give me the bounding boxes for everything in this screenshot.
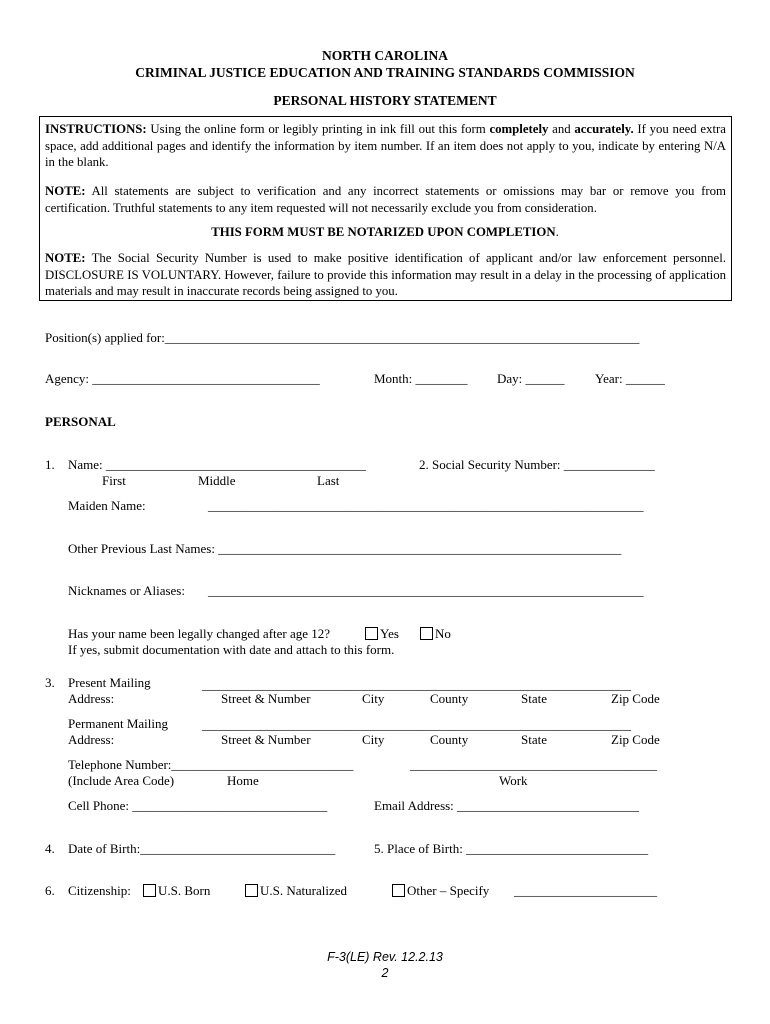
present-address-label-1: Present Mailing xyxy=(68,675,151,690)
yes-label: Yes xyxy=(380,626,399,641)
note2-label: NOTE: xyxy=(45,251,86,265)
present-zip-caption: Zip Code xyxy=(611,691,660,706)
us-born-option[interactable] xyxy=(143,883,210,899)
instructions-bold-accurately: accurately. xyxy=(574,122,634,136)
instructions-text-c: If you need extra space, add additional pages and identify the information by item number. If an item does not apply to you, indicate by entering N/A in the blank. xyxy=(45,122,726,169)
permanent-address-field[interactable]: __________________________________________________________________ xyxy=(202,717,631,732)
q6-number: 6. xyxy=(45,883,55,898)
yes-checkbox[interactable] xyxy=(365,627,378,640)
last-name-caption: Last xyxy=(317,473,340,488)
present-county-caption: County xyxy=(430,691,469,706)
instructions-label: INSTRUCTIONS: xyxy=(45,122,147,136)
q4-number: 4. xyxy=(45,841,55,856)
present-city-caption: City xyxy=(362,691,385,706)
no-checkbox[interactable] xyxy=(420,627,433,640)
telephone-work-field[interactable]: ______________________________________ xyxy=(410,757,657,772)
instructions-bold-completely: completely xyxy=(489,122,549,136)
email-address-field[interactable]: Email Address: ____________________________ xyxy=(374,798,640,813)
telephone-home-field[interactable]: Telephone Number:____________________________ xyxy=(68,757,354,772)
other-previous-names-field[interactable]: Other Previous Last Names: ______________________________________________________________ xyxy=(68,541,622,556)
us-naturalized-option[interactable] xyxy=(245,883,347,899)
name-changed-note: If yes, submit documentation with date and attach to this form. xyxy=(68,642,395,657)
note1-text: All statements are subject to verification and any incorrect statements or omissions may bar or remove you from certification. Truthful statements to any item requested will not necessarily exclude you from consideration. xyxy=(45,184,726,215)
nicknames-label: Nicknames or Aliases: xyxy=(68,583,185,598)
permanent-state-caption: State xyxy=(521,732,547,747)
work-caption: Work xyxy=(499,773,528,788)
other-citizenship-option[interactable] xyxy=(392,883,489,899)
present-address-label-2: Address: xyxy=(68,691,115,706)
home-caption: Home xyxy=(227,773,259,788)
first-name-caption: First xyxy=(102,473,126,488)
permanent-city-caption: City xyxy=(362,732,385,747)
permanent-address-label-1: Permanent Mailing xyxy=(68,716,169,731)
citizenship-label: Citizenship: xyxy=(68,883,131,898)
note-ssn-paragraph xyxy=(45,250,726,300)
instructions-text-a: Using the online form or legibly printing in ink fill out this form xyxy=(146,122,490,136)
nicknames-field[interactable]: ___________________________________________________________________ xyxy=(208,583,644,598)
position-applied-field[interactable]: Position(s) applied for:_________________________________________________________________________ xyxy=(45,330,640,345)
note2-text: The Social Security Number is used to make positive identification of applicant and/or law enforcement personnel. DISCLOSURE IS VOLUNTARY. However, failure to provide this information may result in a delay in the processing of application materials and may result in inaccurate records being assigned to you. xyxy=(45,251,726,298)
us-naturalized-checkbox[interactable] xyxy=(245,884,258,897)
other-citizenship-checkbox[interactable] xyxy=(392,884,405,897)
notarize-bold: THIS FORM MUST BE NOTARIZED UPON COMPLETION xyxy=(211,225,556,239)
name-changed-no-option[interactable] xyxy=(420,626,451,642)
cell-phone-field[interactable]: Cell Phone: ______________________________ xyxy=(68,798,328,813)
q3-number: 3. xyxy=(45,675,55,690)
q1-number: 1. xyxy=(45,457,55,472)
us-born-label: U.S. Born xyxy=(158,883,211,898)
month-field[interactable]: Month: ________ xyxy=(374,371,468,386)
no-label: No xyxy=(435,626,451,641)
date-of-birth-field[interactable]: Date of Birth:______________________________ xyxy=(68,841,336,856)
name-changed-yes-option[interactable] xyxy=(365,626,399,642)
permanent-address-label-2: Address: xyxy=(68,732,115,747)
agency-field[interactable]: Agency: ___________________________________ xyxy=(45,371,320,386)
instructions-text-b: and xyxy=(548,122,575,136)
us-naturalized-label: U.S. Naturalized xyxy=(260,883,348,898)
maiden-name-label: Maiden Name: xyxy=(68,498,146,513)
place-of-birth-field[interactable]: 5. Place of Birth: ____________________________ xyxy=(374,841,649,856)
year-field[interactable]: Year: ______ xyxy=(595,371,665,386)
present-street-caption: Street & Number xyxy=(221,691,311,706)
header-commission: CRIMINAL JUSTICE EDUCATION AND TRAINING STANDARDS COMMISSION xyxy=(135,65,635,80)
form-title: PERSONAL HISTORY STATEMENT xyxy=(273,93,497,108)
other-citizenship-specify-field[interactable]: ______________________ xyxy=(514,883,657,898)
name-field[interactable]: Name: ________________________________________ xyxy=(68,457,366,472)
ssn-field[interactable]: 2. Social Security Number: ______________ xyxy=(419,457,655,472)
present-address-field[interactable]: __________________________________________________________________ xyxy=(202,677,631,692)
notarize-period: . xyxy=(555,225,559,239)
permanent-zip-caption: Zip Code xyxy=(611,732,660,747)
section-personal-heading: PERSONAL xyxy=(45,414,116,429)
telephone-area-code-note: (Include Area Code) xyxy=(68,773,175,788)
form-revision: F-3(LE) Rev. 12.2.13 xyxy=(327,950,443,964)
header-state: NORTH CAROLINA xyxy=(322,48,448,63)
us-born-checkbox[interactable] xyxy=(143,884,156,897)
day-field[interactable]: Day: ______ xyxy=(497,371,565,386)
note-verification-paragraph xyxy=(45,183,726,216)
name-changed-question: Has your name been legally changed after age 12? xyxy=(68,626,331,641)
instructions-paragraph xyxy=(45,121,726,171)
middle-name-caption: Middle xyxy=(198,473,236,488)
maiden-name-field[interactable]: ___________________________________________________________________ xyxy=(208,498,644,513)
page-number: 2 xyxy=(381,966,389,980)
permanent-county-caption: County xyxy=(430,732,469,747)
present-state-caption: State xyxy=(521,691,547,706)
other-citizenship-label: Other – Specify xyxy=(407,883,490,898)
permanent-street-caption: Street & Number xyxy=(221,732,311,747)
notarize-notice xyxy=(0,224,770,240)
note1-label: NOTE: xyxy=(45,184,86,198)
